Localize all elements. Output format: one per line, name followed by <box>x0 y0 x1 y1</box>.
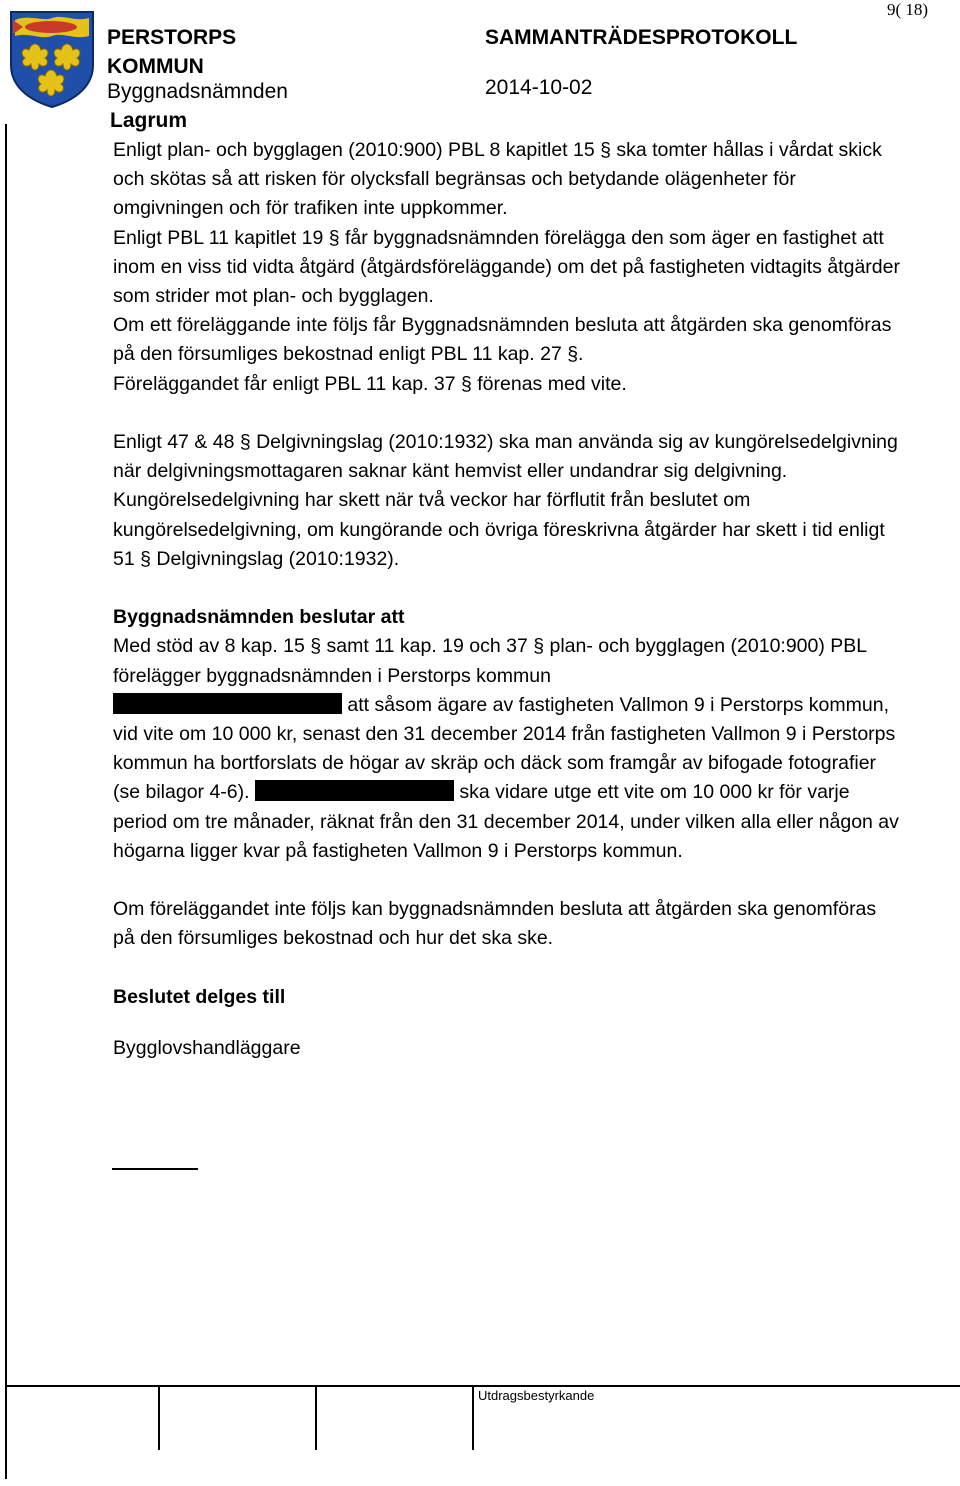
beslut-heading: Byggnadsnämnden beslutar att <box>113 606 405 629</box>
org-name-line2: KOMMUN <box>107 55 204 78</box>
footer-certification-label: Utdragsbestyrkande <box>478 1388 595 1403</box>
beslut-paragraph-1 <box>113 632 903 866</box>
short-rule <box>112 1168 198 1170</box>
document-type: SAMMANTRÄDESPROTOKOLL <box>485 26 798 49</box>
beslut-text-3: ska vidare utge ett vite om 10 000 kr för varje period om tre månader, räknat från den 31 december 2014, under vilken alla eller någon av högarna ligger kvar på fastigheten Vallmon 9 i Perstorps kommun. <box>113 781 899 862</box>
lagrum-paragraph-4: Föreläggandet får enligt PBL 11 kap. 37 § förenas med vite. <box>113 372 627 395</box>
lagrum-paragraph-1: Enligt plan- och bygglagen (2010:900) PBL 8 kapitlet 15 § ska tomter hållas i vårdat skick och skötas så att risken för olycksfall begränsas och betydande olägenheter för omgivningen och för trafiken inte uppkommer. <box>113 139 882 220</box>
lagrum-paragraph-5: Enligt 47 & 48 § Delgivningslag (2010:1932) ska man använda sig av kungörelsedelgivning när delgivningsmottagaren saknar känt hemvist eller undandrar sig delgivning. <box>113 431 898 483</box>
coat-of-arms-logo <box>9 10 95 108</box>
footer-divider-3 <box>472 1385 474 1450</box>
document-body <box>113 136 903 1063</box>
redacted-name-2 <box>255 780 454 801</box>
org-name-line1: PERSTORPS <box>107 26 237 49</box>
delges-heading: Beslutet delges till <box>113 985 286 1008</box>
beslut-paragraph-2: Om föreläggandet inte följs kan byggnadsnämnden besluta att åtgärden ska genomföras på den försumliges bekostnad och hur det ska ske. <box>113 898 877 950</box>
department-name: Byggnadsnämnden <box>107 80 288 103</box>
lagrum-paragraph-2: Enligt PBL 11 kapitlet 19 § får byggnadsnämnden förelägga den som äger en fastighet att inom en viss tid vidta åtgärd (åtgärdsföreläggande) om det på fastigheten vidtagits åtgärder som strider mot plan- och bygglagen. <box>113 226 900 308</box>
lagrum-paragraph-6: Kungörelsedelgivning har skett när två veckor har förflutit från beslutet om kungörelsedelgivning, om kungörande och övriga föreskrivna åtgärder har skett i tid enligt 51 § Delgivningslag (2010:1932). <box>113 489 885 570</box>
redacted-name-1 <box>113 693 342 714</box>
meeting-date: 2014-10-02 <box>485 76 593 99</box>
beslut-text-1: Med stöd av 8 kap. 15 § samt 11 kap. 19 och 37 § plan- och bygglagen (2010:900) PBL förelägger byggnadsnämnden i Perstorps kommun <box>113 635 867 687</box>
footer-divider-2 <box>315 1385 317 1450</box>
beslut-text-2: att såsom ägare av fastigheten Vallmon 9 i Perstorps kommun, vid vite om 10 000 kr, senast den 31 december 2014 från fastigheten Vallmon 9 i Perstorps kommun ha bortforslats de högar av skräp och däck som framgår av bifogade fotografier (se bilagor 4-6). <box>113 693 896 804</box>
lagrum-heading: Lagrum <box>110 109 188 132</box>
page-number: 9( 18) <box>887 0 929 19</box>
footer-top-rule <box>5 1385 960 1387</box>
delges-recipient: Bygglovshandläggare <box>113 1037 301 1060</box>
lagrum-paragraph-3: Om ett föreläggande inte följs får Byggnadsnämnden besluta att åtgärden ska genomföras på den försumliges bekostnad enligt PBL 11 kap. 27 §. <box>113 314 892 366</box>
footer-divider-1 <box>158 1385 160 1450</box>
left-margin-line <box>5 124 7 1479</box>
